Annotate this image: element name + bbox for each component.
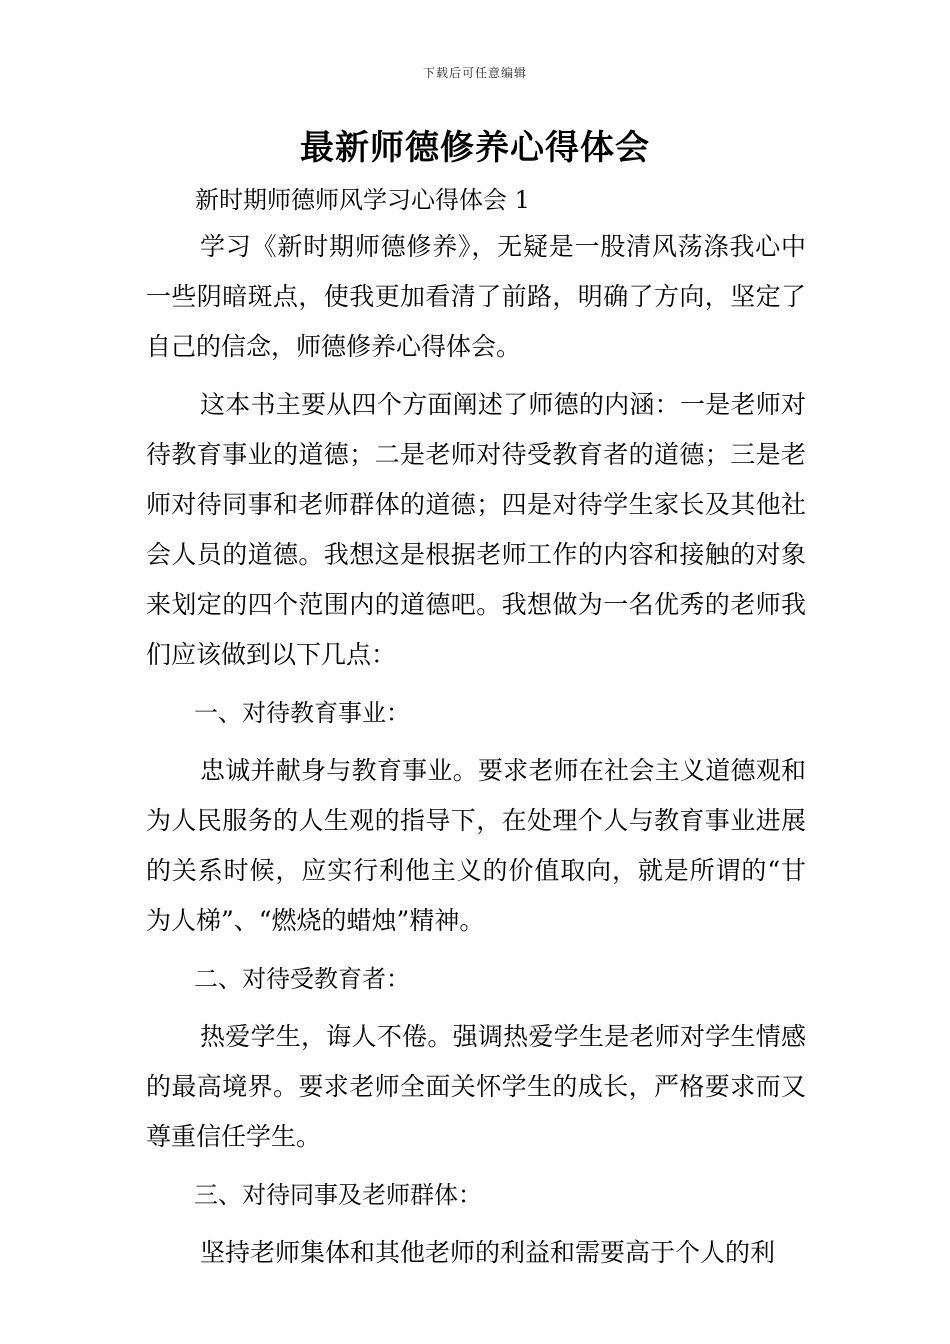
paragraph: 忠诚并献身与教育事业。要求老师在社会主义道德观和为人民服务的人生观的指导下，在处理个人与教育事业进展的关系时候，应实行利他主义的价值取向，就是所谓的“甘为人梯”、“燃烧的蜡烛”精神。 [146,756,806,935]
header-note: 下载后可任意编辑 [422,66,527,80]
paragraph: 坚持老师集体和其他老师的利益和需要高于个人的利 [200,1238,776,1267]
document-body [146,222,806,1286]
paragraph: 学习《新时期师德修养》，无疑是一股清风荡涤我心中一些阴暗斑点，使我更加看清了前路，明确了方向，坚定了自己的信念，师德修养心得体会。 [146,232,806,361]
document-title: 最新师德修养心得体会 [300,128,650,168]
section-heading: 一、对待教育事业： [194,699,410,727]
section-heading: 二、对待受教育者： [194,965,410,993]
paragraph: 这本书主要从四个方面阐述了师德的内涵：一是老师对待教育事业的道德；二是老师对待受教育者的道德；三是老师对待同事和老师群体的道德；四是对待学生家长及其他社会人员的道德。我想这是根据老师工作的内容和接触的对象来划定的四个范围内的道德吧。我想做为一名优秀的老师我们应该做到以下几点： [146,390,806,669]
section-heading: 三、对待同事及老师群体： [194,1181,482,1209]
paragraph: 热爱学生，诲人不倦。强调热爱学生是老师对学生情感的最高境界。要求老师全面关怀学生的成长，严格要求而又尊重信任学生。 [146,1022,806,1151]
document-subtitle: 新时期师德师风学习心得体会 1 [195,186,530,214]
